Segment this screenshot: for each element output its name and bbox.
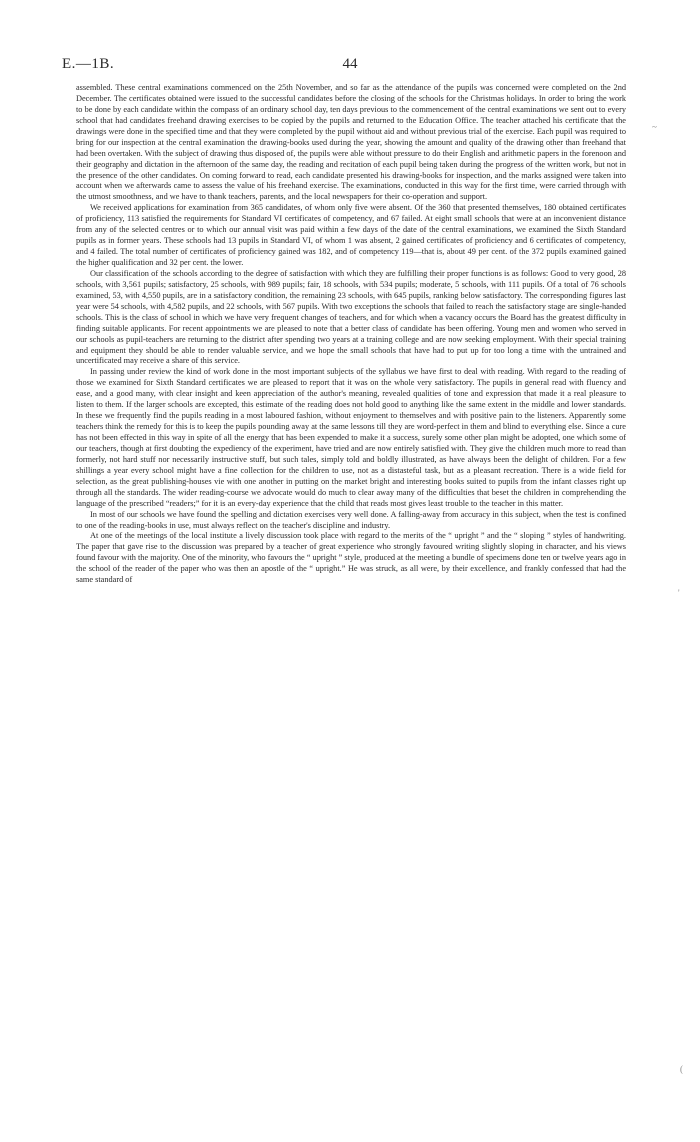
paragraph: Our classification of the schools according to the degree of satisfaction with which they are fulfilling their proper functions is as follows: Good to very good, 28 schools, with 3,561 pupils; satisfactory, 25 schools, with 989 pupils; fair, 18 schools, with 534 pupils; moderate, 5 schools, with 111 pupils. Of a total of 76 schools examined, 53, with 4,550 pupils, are in a satisfactory condition, the remaining 23 schools, with 645 pupils, ranking below satisfactory. The corresponding figures last year were 54 schools, with 4,582 pupils, and 22 schools, with 567 pupils. With two exceptions the schools that failed to reach the satisfactory stage are single-handed schools. This is the class of school in which we have very frequent changes of teachers, and for which when a vacancy occurs the Board has the greatest difficulty in finding suitable applicants. For recent appointments we are pleased to note that a better class of candidate has been offering. Young men and women who served in our schools as pupil-teachers are returning to the district after spending two years at a training college and are now seeking employment. With their special training and equipment they should be able to render valuable service, and we hope the small schools that have had to put up for too long a time with the untrained and uncertificated may receive a share of this service. xyxy=(76,268,626,366)
series-label: E.—1B. xyxy=(62,56,115,72)
page-number: 44 xyxy=(342,56,358,72)
page-body xyxy=(76,83,626,586)
paragraph: In most of our schools we have found the spelling and dictation exercises very well done. A falling-away from accuracy in this subject, when the test is confined to one of the reading-books in use, must always reflect on the teacher's discipline and industry. xyxy=(76,509,626,530)
page-header xyxy=(62,56,638,78)
paragraph: At one of the meetings of the local institute a lively discussion took place with regard to the merits of the “ upright ” and the “ sloping ” styles of handwriting. The paper that gave rise to the discussion was prepared by a teacher of great experience who strongly favoured writing slightly sloping in character, and his views found favour with the majority. One of the minority, who favours the “ upright ” style, produced at the meeting a bundle of specimens done ten or twelve years ago in the school of the reader of the paper who was then an apostle of the “ upright.” He was struck, as all were, by their excellence, and frankly confessed that had the same standard of xyxy=(76,531,626,585)
margin-mark: ' xyxy=(678,588,680,598)
margin-mark: ( xyxy=(680,1064,683,1074)
margin-mark: ~ xyxy=(652,122,657,132)
paragraph: assembled. These central examinations commenced on the 25th November, and so far as the attendance of the pupils was concerned were completed on the 2nd December. The certificates obtained were issued to the successful candidates before the closing of the schools for the Christmas holidays. In order to bring the work to be done by each candidate within the compass of an ordinary school day, ten days previous to the commencement of the central examinations we sent out to every school that had candidates freehand drawing exercises to be copied by the pupils and returned to the Education Office. The teacher attached his certificate that the drawings were done in the specified time and that they were completed by the pupil without aid and without previous trial of the exercise. Each pupil was required to bring for our inspection at the central examination the drawing-books used during the year, showing the amount and quality of the drawing other than freehand that had been overtaken. With the subject of drawing thus disposed of, the pupils were able without pressure to do their English and arithmetic papers in the forenoon and their geography and dictation in the afternoon of the same day, the reading and recitation of each pupil being taken during the progress of the written work, but not in the presence of the other candidates. On coming forward to read, each candidate presented his drawing-books for inspection, and the marks assigned were taken into account when we afterwards came to assess the value of his freehand exercise. The examinations, conducted in this way for the first time, were carried through with the utmost smoothness, and we have to thank teachers, parents, and the local newspapers for their co-operation and support. xyxy=(76,83,626,202)
paragraph: In passing under review the kind of work done in the most important subjects of the syllabus we have first to deal with reading. With regard to the reading of those we examined for Sixth Standard certificates we are pleased to report that it was on the whole very satisfactory. The pupils in general read with fluency and ease, and a good many, with clear insight and keen appreciation of the author's meaning, revealed qualities of tone and expression that made it a real pleasure to listen to them. If the larger schools are excepted, this estimate of the reading does not hold good to anything like the same extent in the middle and lower standards. In these we frequently find the pupils reading in a most laboured fashion, without enjoyment to themselves and with positive pain to the listeners. Apparently some teachers think the remedy for this is to keep the pupils pounding away at the same lessons till they are word-perfect in them and blind to everything else. Since a cure has not been effected in this way in spite of all the energy that has been expended to make it a success, surely some other plan might be adopted, one which some of our teachers, though at first doubting the expediency of the experiment, have tried and are now entirely satisfied with. They give the children much more to read than formerly, not hard stuff nor necessarily instructive stuff, but such tales, simply told and boldly illustrated, as have always been the delight of children. For a few shillings a year every school might have a fine collection for the children to use, not as a distasteful task, but as a pleasant recreation. There is a wide field for selection, as the great publishing-houses vie with one another in putting on the market bright and interesting books suited to pupils from the infant classes right up through all the standards. The wider reading-course we advocate would do much to clear away many of the difficulties that beset the children in comprehending the language of the prescribed “readers;” for it is an every-day experience that the child that reads most gives least trouble to the teacher in this matter. xyxy=(76,367,626,508)
paragraph: We received applications for examination from 365 candidates, of whom only five were absent. Of the 360 that presented themselves, 180 obtained certificates of proficiency, 113 satisfied the requirements for Standard VI certificates of competency, and 67 failed. At eight small schools that were at an inconvenient distance from any of the selected centres or to which our annual visit was paid within a few days of the date of the central examinations, we examined the Sixth Standard pupils as in former years. These schools had 13 pupils in Standard VI, of whom 1 was absent, 2 gained certificates of proficiency and 6 certificates of competency, and 4 failed. The total number of certificates of proficiency gained was 182, and of competency 119—that is, about 49 per cent. of the 372 pupils examined gained the higher qualification and 32 per cent. the lower. xyxy=(76,203,626,267)
